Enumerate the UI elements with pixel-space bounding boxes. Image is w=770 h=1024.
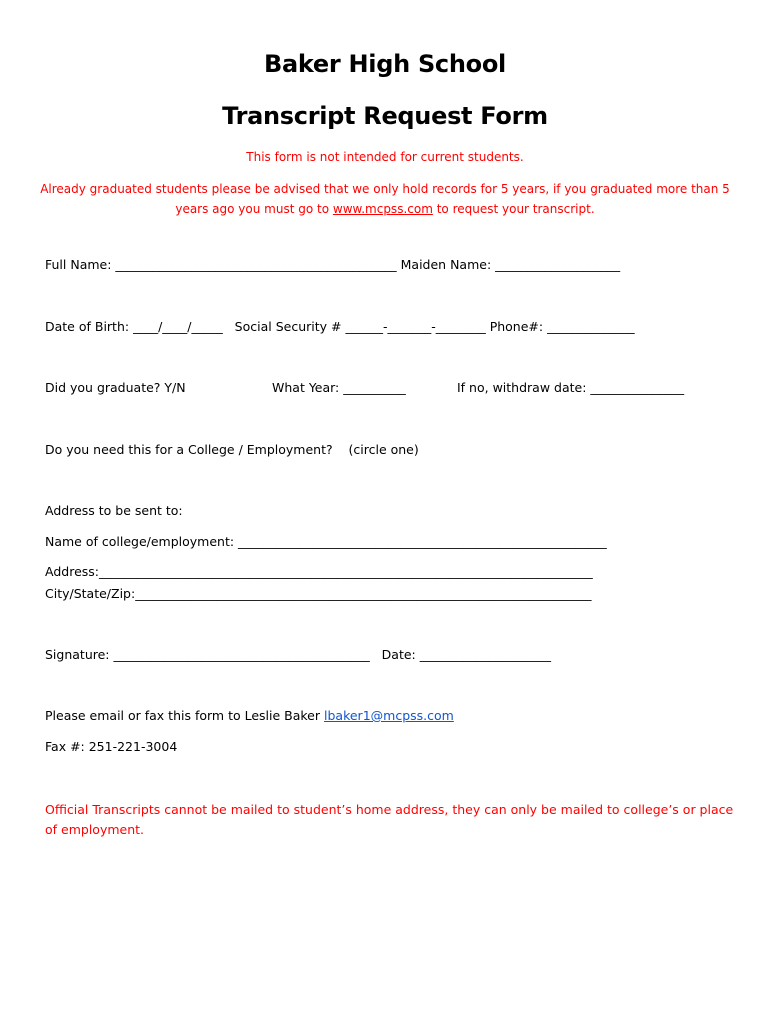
school-name: Baker High School (264, 50, 506, 78)
graduation-year-field[interactable]: What Year: __________ (272, 380, 406, 395)
full-name-field[interactable]: Full Name: _____________________________________________ Maiden Name: ____________________ (45, 257, 621, 272)
mcpss-website-link[interactable]: www.mcpss.com (332, 202, 433, 216)
address-field[interactable]: Address:_______________________________________________________________________________ (45, 564, 593, 579)
fax-number: Fax #: 251-221-3004 (45, 739, 178, 754)
records-retention-notice (35, 179, 735, 219)
withdraw-date-field[interactable]: If no, withdraw date: _______________ (457, 380, 685, 395)
records-notice-text-end: to request your transcript. (432, 202, 595, 216)
city-state-zip-field[interactable]: City/State/Zip:_________________________________________________________________________ (45, 586, 592, 601)
graduate-question[interactable]: Did you graduate? Y/N (45, 380, 186, 395)
college-employment-question[interactable]: Do you need this for a College / Employment? (circle one) (45, 442, 419, 457)
email-link[interactable]: lbaker1@mcpss.com (324, 708, 454, 723)
contact-instruction (45, 708, 454, 723)
records-notice-text: Already graduated students please be advised that we only hold records for 5 years, if you graduated more than 5 years ago you must go to (40, 182, 730, 216)
current-students-notice: This form is not intended for current students. (246, 150, 524, 164)
address-heading: Address to be sent to: (45, 503, 183, 518)
official-transcripts-notice: Official Transcripts cannot be mailed to student’s home address, they can only be mailed to college’s or place of employment. (45, 802, 734, 837)
signature-date-field[interactable]: Signature: _________________________________________ Date: _____________________ (45, 647, 551, 662)
dob-ssn-phone-field[interactable]: Date of Birth: ____/____/_____ Social Security # ______-_______-________ Phone#: ______________ (45, 319, 635, 334)
form-title: Transcript Request Form (222, 102, 548, 130)
college-name-field[interactable]: Name of college/employment: ___________________________________________________________ (45, 534, 607, 549)
contact-text: Please email or fax this form to Leslie Baker (45, 708, 324, 723)
